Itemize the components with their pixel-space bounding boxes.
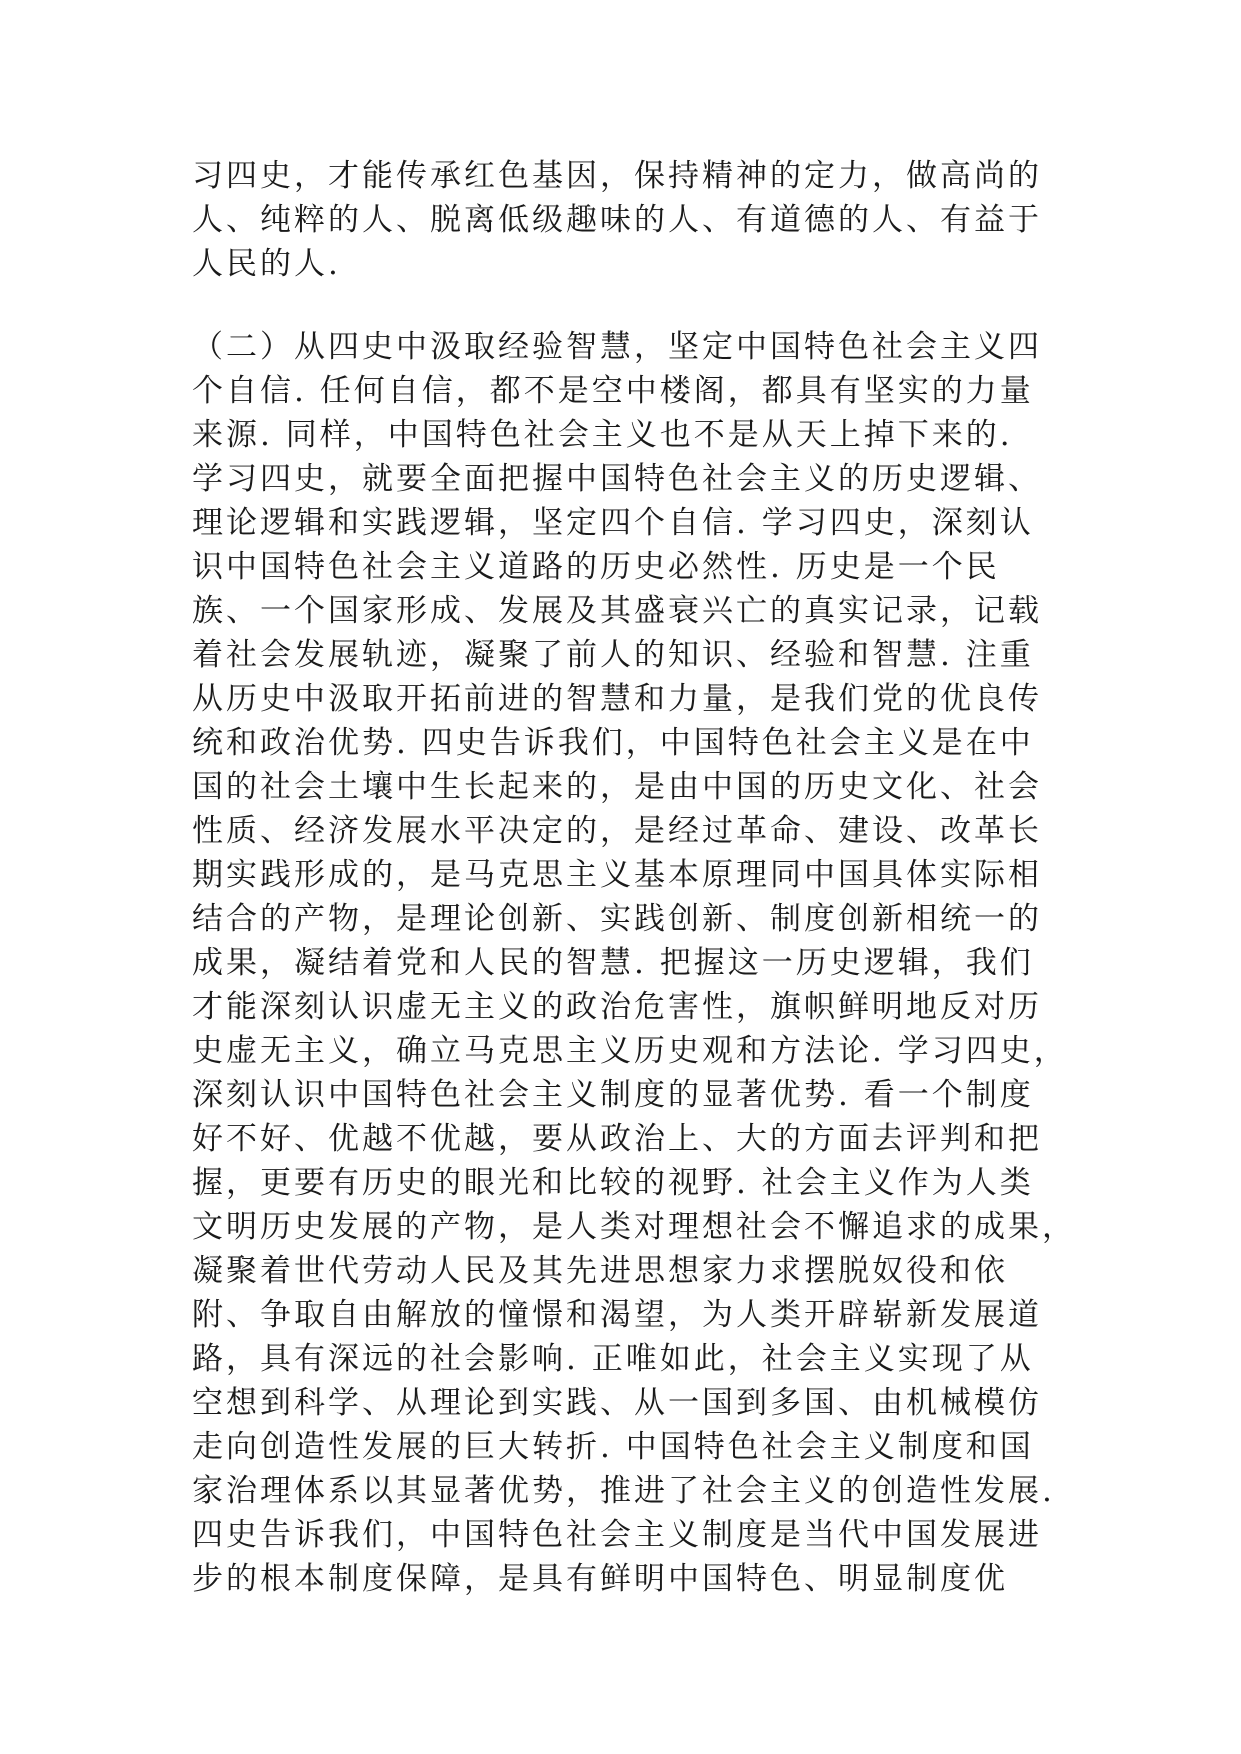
text-line: 族、一个国家形成、发展及其盛衰兴亡的真实记录，记载 [192, 593, 1042, 629]
text-line: 个自信. 任何自信，都不是空中楼阁，都具有坚实的力量 [192, 373, 1034, 409]
text-line: 文明历史发展的产物，是人类对理想社会不懈追求的成果， [192, 1209, 1076, 1245]
text-line: 人民的人. [192, 246, 341, 282]
text-line: 走向创造性发展的巨大转折. 中国特色社会主义制度和国 [192, 1429, 1034, 1465]
paragraph-1 [192, 154, 1072, 286]
text-line: 学习四史，就要全面把握中国特色社会主义的历史逻辑、 [192, 461, 1042, 497]
text-line: 国的社会土壤中生长起来的，是由中国的历史文化、社会 [192, 769, 1042, 805]
text-line: 家治理体系以其显著优势，推进了社会主义的创造性发展. [192, 1473, 1055, 1509]
text-line: 统和政治优势. 四史告诉我们，中国特色社会主义是在中 [192, 725, 1034, 761]
text-line: 步的根本制度保障，是具有鲜明中国特色、明显制度优 [192, 1561, 1008, 1597]
text-line: 期实践形成的，是马克思主义基本原理同中国具体实际相 [192, 857, 1042, 893]
text-line: 人、纯粹的人、脱离低级趣味的人、有道德的人、有益于 [192, 202, 1042, 238]
text-line: 着社会发展轨迹，凝聚了前人的知识、经验和智慧. 注重 [192, 637, 1034, 673]
text-line: 深刻认识中国特色社会主义制度的显著优势. 看一个制度 [192, 1077, 1034, 1113]
text-line: 握，更要有历史的眼光和比较的视野. 社会主义作为人类 [192, 1165, 1034, 1201]
text-line: 史虚无主义，确立马克思主义历史观和方法论. 学习四史， [192, 1033, 1068, 1069]
text-line: 来源. 同样，中国特色社会主义也不是从天上掉下来的. [192, 417, 1013, 453]
text-line: 性质、经济发展水平决定的，是经过革命、建设、改革长 [192, 813, 1042, 849]
text-line: 成果，凝结着党和人民的智慧. 把握这一历史逻辑，我们 [192, 945, 1034, 981]
paragraph-2 [192, 325, 1076, 1601]
text-line: （二）从四史中汲取经验智慧，坚定中国特色社会主义四 [192, 329, 1042, 365]
text-line: 识中国特色社会主义道路的历史必然性. 历史是一个民 [192, 549, 1000, 585]
text-line: 结合的产物，是理论创新、实践创新、制度创新相统一的 [192, 901, 1042, 937]
text-line: 凝聚着世代劳动人民及其先进思想家力求摆脱奴役和依 [192, 1253, 1008, 1289]
text-line: 四史告诉我们，中国特色社会主义制度是当代中国发展进 [192, 1517, 1042, 1553]
text-line: 路，具有深远的社会影响. 正唯如此，社会主义实现了从 [192, 1341, 1034, 1377]
text-line: 从历史中汲取开拓前进的智慧和力量，是我们党的优良传 [192, 681, 1042, 717]
text-line: 附、争取自由解放的憧憬和渴望，为人类开辟崭新发展道 [192, 1297, 1042, 1333]
text-line: 才能深刻认识虚无主义的政治危害性，旗帜鲜明地反对历 [192, 989, 1042, 1025]
text-line: 好不好、优越不优越，要从政治上、大的方面去评判和把 [192, 1121, 1042, 1157]
text-line: 习四史，才能传承红色基因，保持精神的定力，做高尚的 [192, 158, 1042, 194]
text-line: 空想到科学、从理论到实践、从一国到多国、由机械模仿 [192, 1385, 1042, 1421]
text-line: 理论逻辑和实践逻辑，坚定四个自信. 学习四史，深刻认 [192, 505, 1034, 541]
